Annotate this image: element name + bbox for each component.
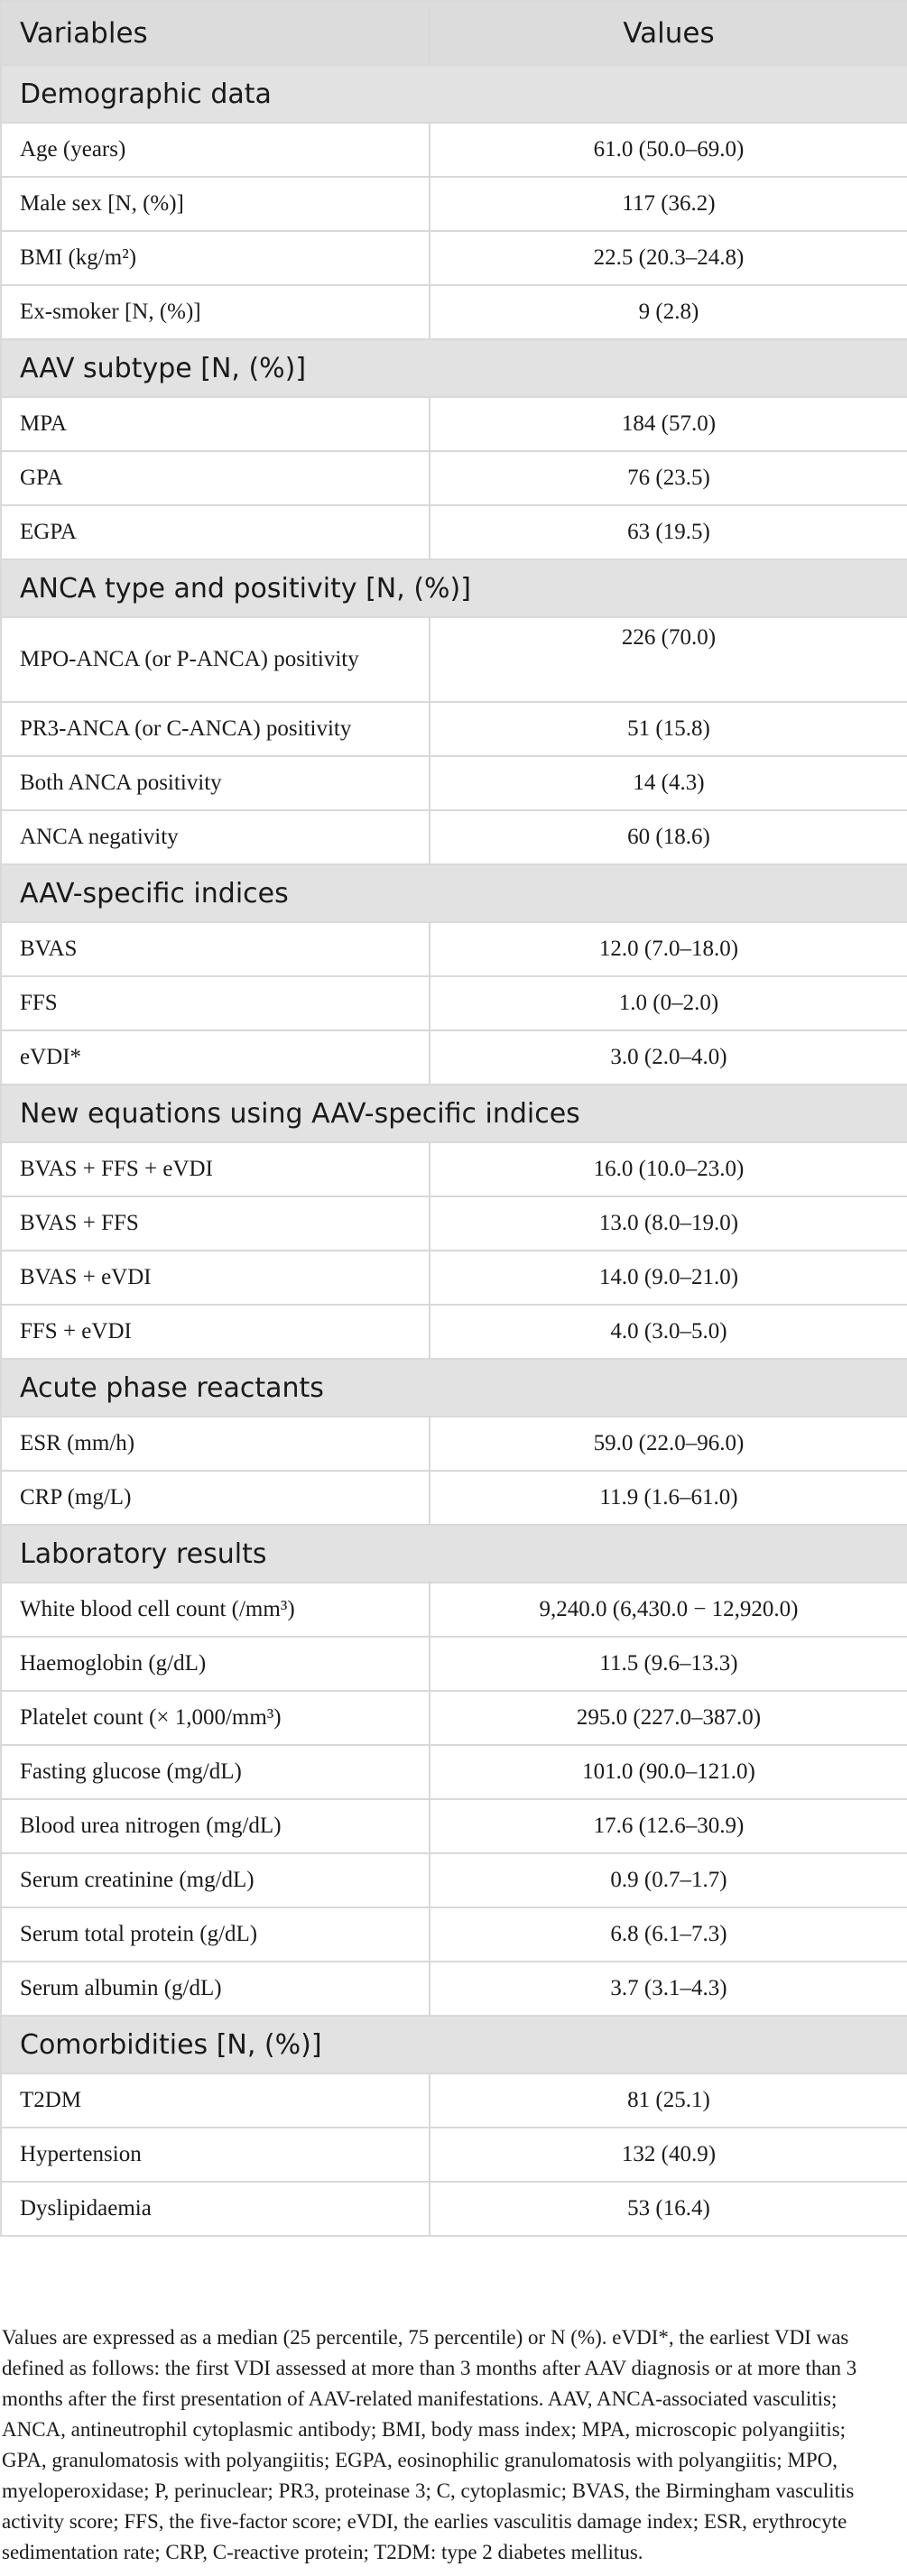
table-row <box>1 2182 907 2236</box>
variable-value: 4.0 (3.0–5.0) <box>430 1305 907 1359</box>
variable-label: MPA <box>1 397 430 451</box>
variable-label: BVAS + FFS + eVDI <box>1 1142 430 1196</box>
variable-label: Both ANCA positivity <box>1 756 430 810</box>
variable-value: 3.0 (2.0–4.0) <box>430 1030 907 1085</box>
table-row <box>1 1962 907 2016</box>
variable-value: 14 (4.3) <box>430 756 907 810</box>
variable-value: 3.7 (3.1–4.3) <box>430 1962 907 2016</box>
variable-label: eVDI* <box>1 1030 430 1085</box>
variable-label: ANCA negativity <box>1 810 430 864</box>
variable-value: 12.0 (7.0–18.0) <box>430 922 907 976</box>
variable-label: MPO-ANCA (or P-ANCA) positivity <box>1 617 430 702</box>
variable-label: BVAS <box>1 922 430 976</box>
variable-value: 81 (25.1) <box>430 2073 907 2128</box>
table-row <box>1 1196 907 1251</box>
table-row <box>1 285 907 339</box>
table-row <box>1 231 907 285</box>
variable-value: 60 (18.6) <box>430 810 907 864</box>
variable-value: 9,240.0 (6,430.0 − 12,920.0) <box>430 1583 907 1637</box>
variable-value: 13.0 (8.0–19.0) <box>430 1196 907 1251</box>
variable-value: 51 (15.8) <box>430 702 907 756</box>
table-row <box>1 756 907 810</box>
variable-label: Age (years) <box>1 123 430 177</box>
table-row <box>1 1251 907 1305</box>
table-row <box>1 1305 907 1359</box>
variable-label: EGPA <box>1 505 430 559</box>
table-row <box>1 702 907 756</box>
variable-label: Serum albumin (g/dL) <box>1 1962 430 2016</box>
variable-value: 22.5 (20.3–24.8) <box>430 231 907 285</box>
variable-label: GPA <box>1 451 430 505</box>
variable-label: FFS + eVDI <box>1 1305 430 1359</box>
variable-label: Serum creatinine (mg/dL) <box>1 1853 430 1907</box>
table-row <box>1 617 907 702</box>
table-row <box>1 123 907 177</box>
table-body <box>1 65 907 2236</box>
variable-value: 16.0 (10.0–23.0) <box>430 1142 907 1196</box>
section-title: Laboratory results <box>1 1525 907 1583</box>
variable-label: Fasting glucose (mg/dL) <box>1 1745 430 1799</box>
table-row <box>1 451 907 505</box>
section-title: AAV-specific indices <box>1 864 907 922</box>
variable-value: 14.0 (9.0–21.0) <box>430 1251 907 1305</box>
table-row <box>1 976 907 1030</box>
variable-value: 63 (19.5) <box>430 505 907 559</box>
table-row <box>1 1691 907 1745</box>
table-row <box>1 397 907 451</box>
variable-value: 9 (2.8) <box>430 285 907 339</box>
variable-value: 6.8 (6.1–7.3) <box>430 1907 907 1962</box>
table-row <box>1 177 907 231</box>
variable-label: T2DM <box>1 2073 430 2128</box>
variable-label: Platelet count (× 1,000/mm³) <box>1 1691 430 1745</box>
section-header-row <box>1 1085 907 1142</box>
table-row <box>1 1417 907 1471</box>
variable-label: BVAS + FFS <box>1 1196 430 1251</box>
variable-label: Ex-smoker [N, (%)] <box>1 285 430 339</box>
table-row <box>1 810 907 864</box>
variable-label: White blood cell count (/mm³) <box>1 1583 430 1637</box>
table-row <box>1 1637 907 1691</box>
section-title: New equations using AAV-specific indices <box>1 1085 907 1142</box>
variable-value: 132 (40.9) <box>430 2128 907 2182</box>
variable-value: 53 (16.4) <box>430 2182 907 2236</box>
section-title: Acute phase reactants <box>1 1359 907 1417</box>
variable-value: 101.0 (90.0–121.0) <box>430 1745 907 1799</box>
variable-value: 226 (70.0) <box>430 617 907 702</box>
variable-value: 61.0 (50.0–69.0) <box>430 123 907 177</box>
table-header-row <box>1 1 907 65</box>
table-row <box>1 1907 907 1962</box>
table-row <box>1 1853 907 1907</box>
variable-label: BMI (kg/m²) <box>1 231 430 285</box>
table-row <box>1 2128 907 2182</box>
variable-value: 17.6 (12.6–30.9) <box>430 1799 907 1853</box>
table-row <box>1 1583 907 1637</box>
section-header-row <box>1 65 907 123</box>
section-title: ANCA type and positivity [N, (%)] <box>1 559 907 617</box>
variable-label: Blood urea nitrogen (mg/dL) <box>1 1799 430 1853</box>
variable-label: Serum total protein (g/dL) <box>1 1907 430 1962</box>
variable-value: 76 (23.5) <box>430 451 907 505</box>
section-header-row <box>1 559 907 617</box>
section-title: Comorbidities [N, (%)] <box>1 2016 907 2073</box>
variable-value: 11.9 (1.6–61.0) <box>430 1471 907 1525</box>
header-variables: Variables <box>1 1 430 65</box>
table-row <box>1 922 907 976</box>
variable-value: 11.5 (9.6–13.3) <box>430 1637 907 1691</box>
table-footnote: Values are expressed as a median (25 percentile, 75 percentile) or N (%). eVDI*, the earliest VDI was defined as follows: the first VDI assessed at more than 3 months after AAV diagnosis or at more than 3 months after the first presentation of AAV-related manifestations. AAV, ANCA-associated vasculitis; ANCA, antineutrophil cytoplasmic antibody; BMI, body mass index; MPA, microscopic polyangiitis; GPA, granulomatosis with polyangiitis; EGPA, eosinophilic granulomatosis with polyangiitis; MPO, myeloperoxidase; P, perinuclear; PR3, proteinase 3; C, cytoplasmic; BVAS, the Birmingham vasculitis activity score; FFS, the five-factor score; eVDI, the earlies vasculitis damage index; ESR, erythrocyte sedimentation rate; CRP, C-reactive protein; T2DM: type 2 diabetes mellitus. <box>2 2326 857 2563</box>
variable-value: 184 (57.0) <box>430 397 907 451</box>
header-values: Values <box>430 1 907 65</box>
variable-label: Hypertension <box>1 2128 430 2182</box>
variable-label: Male sex [N, (%)] <box>1 177 430 231</box>
variable-label: PR3-ANCA (or C-ANCA) positivity <box>1 702 430 756</box>
section-header-row <box>1 864 907 922</box>
section-title: AAV subtype [N, (%)] <box>1 339 907 397</box>
variable-label: Haemoglobin (g/dL) <box>1 1637 430 1691</box>
table-row <box>1 1142 907 1196</box>
variable-label: CRP (mg/L) <box>1 1471 430 1525</box>
section-header-row <box>1 339 907 397</box>
table-row <box>1 1030 907 1085</box>
table-row <box>1 1799 907 1853</box>
variable-label: FFS <box>1 976 430 1030</box>
section-header-row <box>1 1525 907 1583</box>
table-row <box>1 1745 907 1799</box>
variable-value: 295.0 (227.0–387.0) <box>430 1691 907 1745</box>
variable-value: 1.0 (0–2.0) <box>430 976 907 1030</box>
section-title: Demographic data <box>1 65 907 123</box>
table-row <box>1 1471 907 1525</box>
section-header-row <box>1 2016 907 2073</box>
table-row <box>1 2073 907 2128</box>
variable-value: 59.0 (22.0–96.0) <box>430 1417 907 1471</box>
variable-value: 117 (36.2) <box>430 177 907 231</box>
section-header-row <box>1 1359 907 1417</box>
table-row <box>1 505 907 559</box>
variable-label: BVAS + eVDI <box>1 1251 430 1305</box>
variable-label: ESR (mm/h) <box>1 1417 430 1471</box>
variable-value: 0.9 (0.7–1.7) <box>430 1853 907 1907</box>
variable-label: Dyslipidaemia <box>1 2182 430 2236</box>
